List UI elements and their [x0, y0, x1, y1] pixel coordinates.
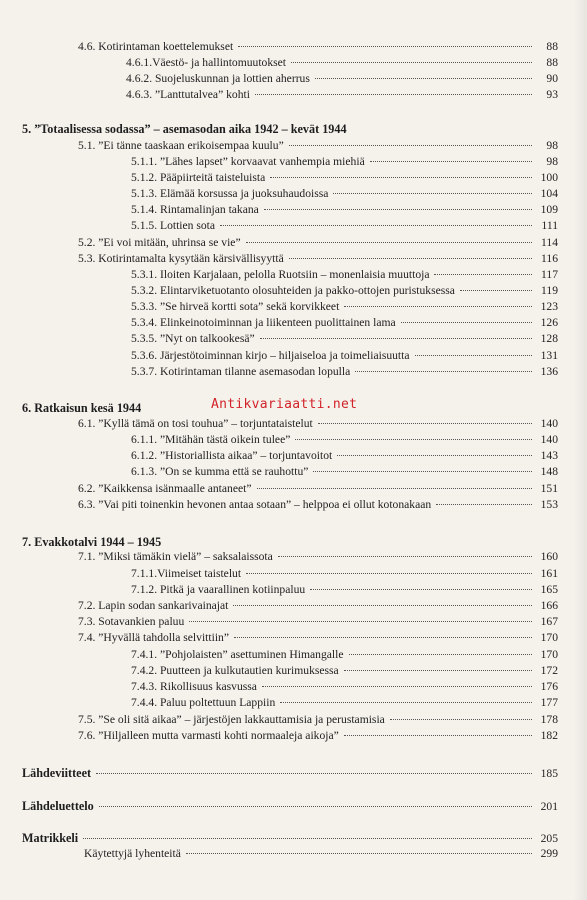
toc-entry [78, 39, 558, 54]
toc-entry-title: 7.4.3. Rikollisuus kasvussa [131, 680, 257, 693]
chapter-heading: 7. Evakkotalvi 1944 – 1945 [22, 535, 162, 549]
toc-entry [78, 481, 558, 496]
dot-leader [318, 423, 532, 424]
toc-entry-page: 166 [540, 599, 558, 612]
toc-entry-title: 5.3.3. ”Se hirveä kortti sota” sekä korvikkeet [131, 300, 340, 313]
toc-entry-title: 5.1.2. Pääpiirteitä taisteluista [131, 171, 266, 184]
toc-entry-page: 119 [541, 284, 558, 297]
toc-entry-page: 165 [540, 583, 558, 596]
dot-leader [246, 242, 532, 243]
toc-entry-title: 5.1.5. Lottien sota [131, 219, 216, 232]
toc-entry-title: 5.3.6. Järjestötoiminnan kirjo – hiljaiseloa ja toimeliaisuutta [131, 349, 410, 362]
toc-entry-page: 185 [540, 767, 558, 780]
dot-leader [415, 355, 532, 356]
toc-entry [78, 614, 558, 629]
dot-leader [315, 78, 532, 79]
toc-entry-page: 128 [540, 332, 558, 345]
toc-entry [126, 55, 558, 70]
toc-entry-page: 140 [540, 433, 558, 446]
toc-entry-page: 100 [540, 171, 558, 184]
dot-leader [189, 621, 532, 622]
dot-leader [344, 670, 532, 671]
toc-entry-title: 7.5. ”Se oli sitä aikaa” – järjestöjen lakkauttamisia ja perustamisia [78, 713, 385, 726]
toc-entry-title: 5.3.4. Elinkeinotoiminnan ja liikenteen puolittainen lama [131, 316, 396, 329]
toc-entry-page: 205 [540, 832, 558, 845]
dot-leader [390, 719, 532, 720]
dot-leader [349, 654, 532, 655]
dot-leader [370, 161, 532, 162]
toc-entry-page: 176 [540, 680, 558, 693]
toc-entry-title: Käytettyjä lyhenteitä [84, 847, 181, 860]
toc-entry-page: 153 [540, 498, 558, 511]
toc-entry-title: 5.3.1. Iloiten Karjalaan, pelolla Ruotsiin – monenlaisia muuttoja [131, 268, 430, 281]
toc-entry-title: 5.1.3. Elämää korsussa ja juoksuhaudoissa [131, 187, 329, 200]
toc-entry-title: 7.6. ”Hiljalleen mutta varmasti kohti normaaleja aikoja” [78, 729, 339, 742]
toc-entry [78, 251, 558, 266]
toc-entry [131, 364, 558, 379]
toc-entry-page: 143 [540, 449, 558, 462]
toc-entry-title: 5.2. ”Ei voi mitään, uhrinsa se vie” [78, 236, 241, 249]
toc-entry [131, 202, 558, 217]
toc-entry-title: 7.4.1. ”Pohjolaisten” asettuminen Himangalle [131, 648, 344, 661]
toc-entry-page: 151 [540, 482, 558, 495]
toc-entry [131, 315, 558, 330]
dot-leader [344, 735, 532, 736]
toc-entry [78, 630, 558, 645]
toc-entry-title: 6.2. ”Kaikkensa isänmaalle antaneet” [78, 482, 252, 495]
toc-entry-title: 7.1.1.Viimeiset taistelut [131, 567, 242, 580]
toc-entry-page: 116 [541, 252, 558, 265]
toc-entry-title: 5.3.5. ”Nyt on talkookesä” [131, 332, 255, 345]
toc-entry-page: 161 [540, 567, 558, 580]
toc-entry-title: 4.6. Kotirintaman koettelemukset [78, 40, 234, 53]
dot-leader [289, 145, 532, 146]
toc-entry [78, 235, 558, 250]
toc-entry-title: 5.3.7. Kotirintaman tilanne asemasodan lopulla [131, 365, 351, 378]
dot-leader [333, 193, 532, 194]
toc-entry [78, 728, 558, 743]
toc-entry [131, 331, 558, 346]
watermark-text: Antikvariaatti.net [211, 397, 358, 412]
dot-leader [436, 504, 532, 505]
toc-entry-title: 5.3.2. Elintarviketuotanto olosuhteiden ja pakko-ottojen puristuksessa [131, 284, 455, 297]
dot-leader [96, 773, 532, 774]
toc-entry-title: 4.6.3. ”Lanttutalvea” kohti [126, 88, 250, 101]
toc-entry [131, 299, 558, 314]
toc-entry [131, 647, 558, 662]
toc-entry [131, 566, 558, 581]
toc-entry [22, 831, 558, 846]
toc-entry [78, 712, 558, 727]
toc-entry [84, 846, 558, 861]
toc-entry-page: 88 [546, 40, 558, 53]
toc-entry-page: 136 [540, 365, 558, 378]
toc-entry-page: 126 [540, 316, 558, 329]
toc-entry [78, 416, 558, 431]
toc-entry-page: 167 [540, 615, 558, 628]
dot-leader [310, 589, 532, 590]
toc-entry-page: 170 [540, 631, 558, 644]
toc-entry-title: 7.1. ”Miksi tämäkin vielä” – saksalaissota [78, 550, 273, 563]
toc-entry-title: 4.6.2. Suojeluskunnan ja lottien aherrus [126, 72, 310, 85]
toc-entry-page: 170 [540, 648, 558, 661]
toc-entry [78, 138, 558, 153]
toc-entry [131, 218, 558, 233]
chapter-heading: 6. Ratkaisun kesä 1944 [22, 401, 142, 415]
dot-leader [278, 556, 532, 557]
dot-leader [257, 488, 532, 489]
toc-entry [131, 267, 558, 282]
toc-entry-title: 6.1.2. ”Historiallista aikaa” – torjuntavoitot [131, 449, 333, 462]
page-edge-shadow [573, 0, 587, 900]
dot-leader [289, 258, 532, 259]
toc-entry-page: 172 [540, 664, 558, 677]
toc-entry-page: 117 [541, 268, 558, 281]
toc-entry-page: 93 [546, 88, 558, 101]
toc-entry-page: 114 [541, 236, 558, 249]
toc-entry [78, 549, 558, 564]
toc-entry-page: 109 [540, 203, 558, 216]
toc-entry [126, 87, 558, 102]
toc-entry [22, 799, 558, 814]
dot-leader [337, 455, 532, 456]
toc-entry-page: 299 [540, 847, 558, 860]
dot-leader [313, 471, 532, 472]
toc-entry-page: 160 [540, 550, 558, 563]
toc-entry-page: 178 [540, 713, 558, 726]
dot-leader [238, 46, 532, 47]
toc-entry [131, 464, 558, 479]
toc-entry-page: 111 [541, 219, 558, 232]
dot-leader [246, 573, 532, 574]
toc-entry-title: 7.2. Lapin sodan sankarivainajat [78, 599, 229, 612]
dot-leader [264, 209, 532, 210]
toc-entry [131, 186, 558, 201]
toc-entry-page: 98 [546, 155, 558, 168]
toc-entry-page: 182 [540, 729, 558, 742]
toc-entry-title: 7.4. ”Hyvällä tahdolla selvittiin” [78, 631, 230, 644]
toc-entry-title: 7.3. Sotavankien paluu [78, 615, 185, 628]
dot-leader [295, 439, 532, 440]
toc-entry-page: 140 [540, 417, 558, 430]
toc-entry [131, 695, 558, 710]
toc-entry [78, 598, 558, 613]
dot-leader [83, 838, 532, 839]
dot-leader [220, 225, 532, 226]
toc-entry [131, 170, 558, 185]
toc-entry [22, 766, 558, 781]
toc-entry-page: 177 [540, 696, 558, 709]
dot-leader [99, 806, 532, 807]
toc-entry-title: 5.1. ”Ei tänne taaskaan erikoisempaa kuulu” [78, 139, 284, 152]
toc-entry-page: 88 [546, 56, 558, 69]
dot-leader [260, 338, 532, 339]
toc-entry-page: 123 [540, 300, 558, 313]
toc-entry-title: 6.3. ”Vai piti toinenkin hevonen antaa sotaan” – helppoa ei ollut kotonakaan [78, 498, 432, 511]
toc-entry-title: 6.1.3. ”On se kumma että se rauhottu” [131, 465, 309, 478]
toc-entry-title: 7.1.2. Pitkä ja vaarallinen kotiinpaluu [131, 583, 306, 596]
toc-entry-page: 104 [540, 187, 558, 200]
toc-entry-title: Matrikkeli [22, 831, 79, 845]
dot-leader [291, 62, 532, 63]
toc-entry [131, 663, 558, 678]
toc-entry [131, 348, 558, 363]
dot-leader [234, 637, 532, 638]
toc-entry-page: 90 [546, 72, 558, 85]
dot-leader [355, 371, 532, 372]
toc-entry [131, 448, 558, 463]
toc-entry [131, 582, 558, 597]
dot-leader [434, 274, 532, 275]
toc-entry-title: Lähdeluettelo [22, 799, 94, 813]
toc-entry [78, 497, 558, 512]
toc-entry [131, 154, 558, 169]
toc-entry-title: Lähdeviitteet [22, 766, 92, 780]
toc-entry-page: 201 [540, 800, 558, 813]
dot-leader [280, 702, 532, 703]
chapter-heading: 5. ”Totaalisessa sodassa” – asemasodan aika 1942 – kevät 1944 [22, 122, 347, 136]
toc-entry-page: 148 [540, 465, 558, 478]
dot-leader [255, 94, 532, 95]
toc-entry-title: 7.4.2. Puutteen ja kulkutautien kurimuksessa [131, 664, 339, 677]
toc-entry-title: 5.1.4. Rintamalinjan takana [131, 203, 259, 216]
toc-entry [131, 283, 558, 298]
toc-entry-title: 5.3. Kotirintamalta kysytään kärsivällisyyttä [78, 252, 284, 265]
toc-entry [131, 432, 558, 447]
toc-entry [131, 679, 558, 694]
toc-entry-title: 6.1. ”Kyllä tämä on tosi touhua” – torjuntataistelut [78, 417, 313, 430]
toc-entry-page: 131 [540, 349, 558, 362]
dot-leader [262, 686, 532, 687]
toc-entry-title: 6.1.1. ”Mitähän tästä oikein tulee” [131, 433, 291, 446]
toc-entry-title: 7.4.4. Paluu poltettuun Lappiin [131, 696, 276, 709]
dot-leader [401, 322, 532, 323]
toc-entry-title: 5.1.1. ”Lähes lapset” korvaavat vanhempia miehiä [131, 155, 365, 168]
toc-entry-page: 98 [546, 139, 558, 152]
dot-leader [186, 853, 532, 854]
dot-leader [460, 290, 532, 291]
toc-entry-title: 4.6.1.Väestö- ja hallintomuutokset [126, 56, 287, 69]
toc-entry [126, 71, 558, 86]
dot-leader [344, 306, 532, 307]
dot-leader [233, 605, 532, 606]
dot-leader [270, 177, 532, 178]
